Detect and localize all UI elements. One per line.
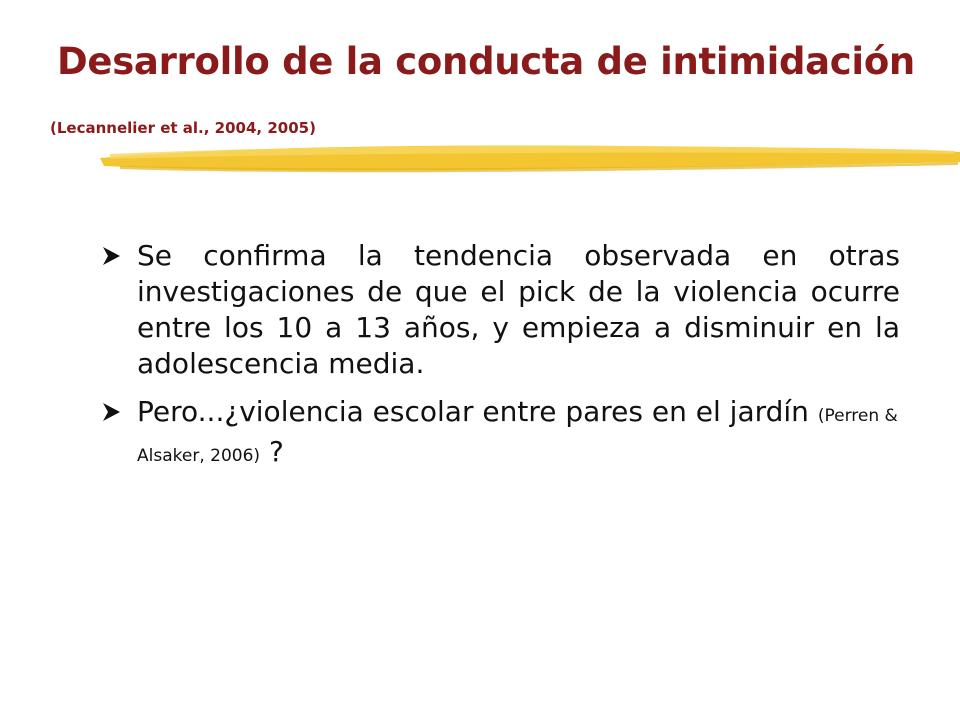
bullet-list	[100, 238, 900, 486]
bullet-item	[100, 238, 900, 382]
arrow-bullet-icon	[100, 245, 122, 267]
bullet-citation: (Perren & Alsaker, 2006)	[137, 406, 898, 466]
bullet-text: Pero...¿violencia escolar entre pares en el jardín	[137, 395, 809, 428]
bullet-text: Se confirma la tendencia observada en otras investigaciones de que el pick de la violencia ocurre entre los 10 a 13 años, y empieza a disminuir en la adolescencia media.	[137, 239, 900, 380]
arrow-bullet-icon	[100, 401, 122, 423]
bullet-text-end: ?	[268, 435, 284, 468]
slide-subtitle: (Lecannelier et al., 2004, 2005)	[50, 119, 316, 137]
slide-title: Desarrollo de la conducta de intimidación	[57, 40, 915, 83]
bullet-item	[100, 394, 900, 474]
brush-stroke-underline	[100, 140, 960, 180]
